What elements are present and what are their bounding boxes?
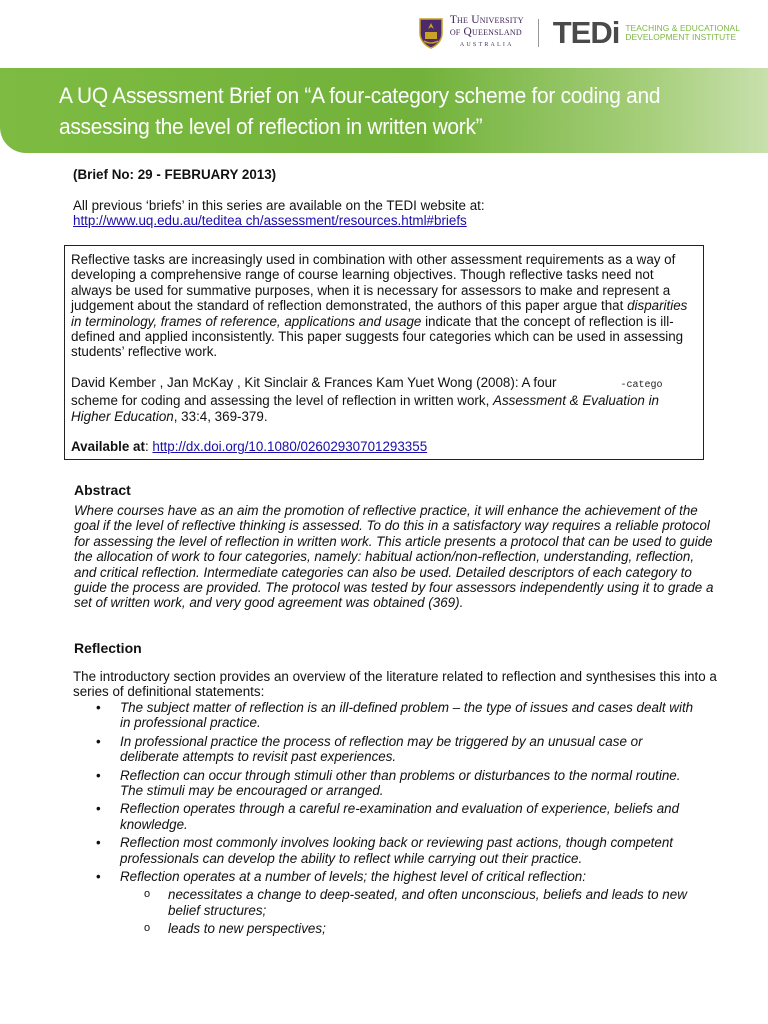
abstract-heading: Abstract [74,482,131,498]
list-item: • Reflection can occur through stimuli other than problems or disturbances to the normal routine. The stimuli may be encouraged or arranged. [96,768,696,799]
uq-name-line2: of Queensland [449,26,522,38]
summary-text-a: Reflective tasks are increasingly used in combination with other assessment requirements as a way of developing a comprehensive range of course learning objectives. Though reflective tasks need not always be used for summative purposes, when it is necessary for assessors to make and represent a judgement about the standard of reflection demonstrated, the authors of this paper argue that [71,252,676,314]
tedi-sub-line1: TEACHING & EDUCATIONAL [625,22,740,33]
uq-name-line1: The University [449,14,524,26]
tedi-website-link[interactable]: http://www.uq.edu.au/teditea ch/assessment/resources.html#briefs [73,213,467,229]
list-item [96,869,696,937]
citation-title: scheme for coding and assessing the level of reflection in written work, [71,393,494,409]
list-item-text: Reflection operates at a number of levels; the highest level of critical reflection: [120,869,586,885]
citation-journal: Assessment & Evaluation in Higher Education [71,393,659,424]
tedi-sub-line2: DEVELOPMENT INSTITUTE [625,31,737,42]
citation-authors: David Kember , Jan McKay , Kit Sinclair & Frances Kam Yuet Wong (2008): A four [71,374,557,390]
available-at [71,439,695,454]
header-logos [418,14,740,51]
citation-fragment: -catego [620,379,663,391]
available-label: Available at [71,439,145,455]
summary-box [64,245,704,460]
uq-logo[interactable] [418,14,524,51]
reflection-heading: Reflection [74,640,142,656]
list-item: • In professional practice the process of reflection may be triggered by an unusual case or deliberate attempts to revisit past experiences. [96,734,696,765]
reflection-intro: The introductory section provides an overview of the literature related to reflection and synthesises this into a series of definitional statements: [73,669,717,700]
list-item: • Reflection most commonly involves looking back or reviewing past actions, though competent professionals can develop the ability to reflect while carrying out their practice. [96,835,696,866]
document-title: A UQ Assessment Brief on “A four-category scheme for coding and assessing the level of reflection in written work” [59,83,661,139]
list-item: • The subject matter of reflection is an ill-defined problem – the type of issues and cases dealt with in professional practice. [96,700,696,731]
list-item: • Reflection operates through a careful re-examination and evaluation of experience, beliefs and knowledge. [96,801,696,832]
sub-list-item: o necessitates a change to deep-seated, and often unconscious, beliefs and leads to new belief structures; [144,887,696,918]
summary-paragraph [71,252,695,360]
brief-number: (Brief No: 29 - FEBRUARY 2013) [73,167,277,182]
summary-text-italic: disparities in terminology, frames of reference, applications and usage [71,298,688,329]
title-banner [0,68,768,153]
available-sep: : [144,439,153,455]
previous-briefs-text: All previous ‘briefs’ in this series are available on the TEDI website at: [73,198,485,213]
uq-name-line3: AUSTRALIA [459,42,514,48]
reflection-bullets [96,700,696,940]
abstract-text: Where courses have as an aim the promotion of reflective practice, it will enhance the achievement of the goal if the level of reflective thinking is assessed. To do this in a satisfactory way requires a reliable protocol for assessing the level of reflection in written work. This article presents a protocol that can be used to guide the allocation of work to four categories, namely: habitual action/non-reflection, understanding, reflection, and critical reflection. Intermediate categories can also be used. Detailed descriptors of each category to guide the process are provided. The protocol was tested by four assessors independently using it to grade a set of written work, and very good agreement was obtained (369). [74,503,714,611]
citation [71,375,695,424]
summary-text-b: indicate that the concept of reflection is ill-defined and applied inconsistently. This paper suggests four categories which can be used in assessing students’ reflective work. [71,313,684,360]
logo-divider [538,19,539,47]
citation-volume: , 33:4, 369-379. [173,408,268,424]
previous-briefs [73,198,713,229]
tedi-logo[interactable] [552,14,740,50]
tedi-mark: TEDi [552,14,620,50]
doi-link[interactable]: http://dx.doi.org/10.1080/02602930701293355 [152,439,428,455]
uq-crest-icon [418,17,444,49]
sub-bullets [120,887,696,936]
sub-list-item: o leads to new perspectives; [144,921,696,936]
